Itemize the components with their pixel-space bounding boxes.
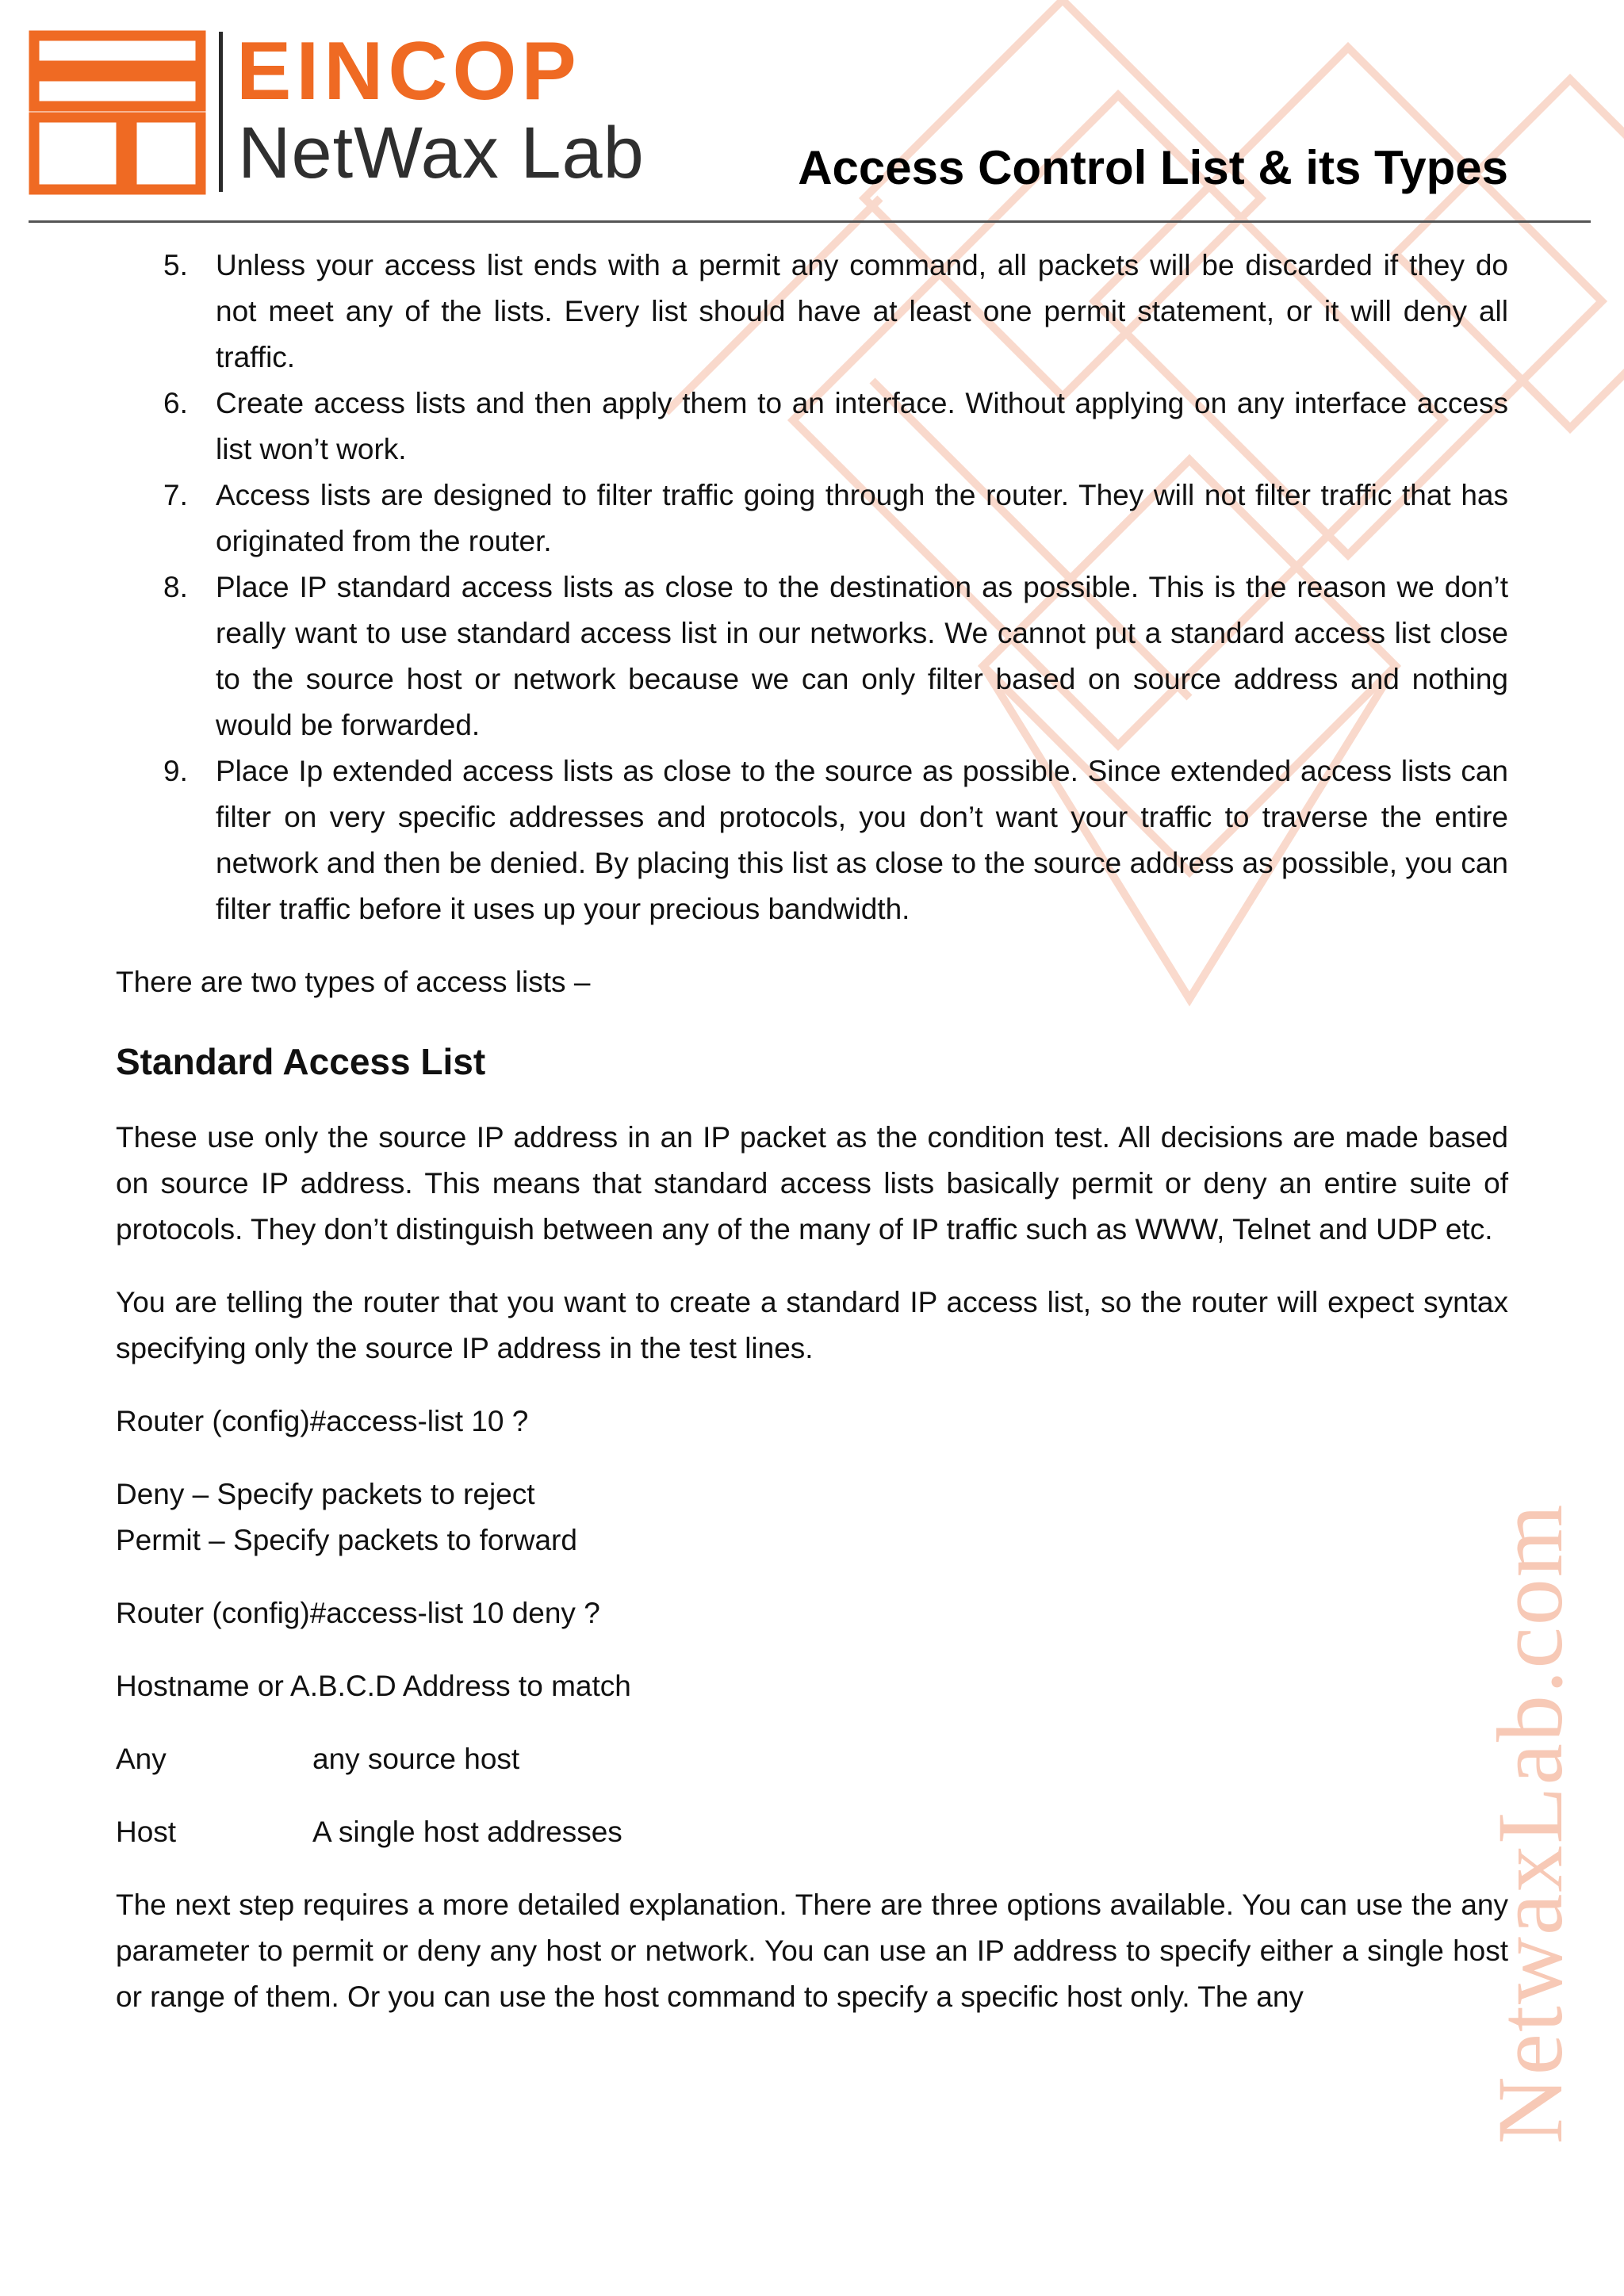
- watermark-text: NetwaxLab.com: [1478, 1502, 1582, 2145]
- deny-option: Deny – Specify packets to reject: [116, 1478, 535, 1510]
- list-item-text: Place IP standard access lists as close to the destination as possible. This is the reason we don’t really want to use standard access list in our networks. We cannot put a standard access list close to the source host or network because we can only filter based on source address and nothing would be forwarded.: [216, 571, 1508, 741]
- header-divider: [29, 220, 1591, 223]
- command-line-1: Router (config)#access-list 10 ?: [116, 1405, 529, 1437]
- list-item: [116, 473, 1508, 564]
- list-item-number: 7.: [163, 479, 188, 511]
- list-item-text: Unless your access list ends with a permit any command, all packets will be discarded if they do not meet any of the lists. Every list should have at least one permit statement, or it will deny all traffic.: [216, 249, 1508, 373]
- list-item: [116, 748, 1508, 932]
- document-body: [116, 243, 1508, 2020]
- option-value: any source host: [312, 1743, 520, 1775]
- list-item-text: Create access lists and then apply them to an interface. Without applying on any interface access list won’t work.: [216, 387, 1508, 465]
- page-title: Access Control List & its Types: [798, 141, 1508, 194]
- section-heading: Standard Access List: [116, 1041, 486, 1082]
- stacked-bars-logo-icon: [29, 30, 206, 195]
- list-item-number: 6.: [163, 387, 188, 419]
- option-key: Host: [116, 1816, 177, 1848]
- intro-text: There are two types of access lists –: [116, 966, 591, 998]
- brand-name-bottom: NetWax Lab: [238, 113, 645, 193]
- rules-list: [116, 243, 1508, 932]
- brand-name-top: EINCOP: [236, 25, 581, 117]
- any-option-row: [116, 1736, 1508, 1782]
- command-line-2: Router (config)#access-list 10 deny ?: [116, 1597, 600, 1629]
- list-item-text: Access lists are designed to filter traffic going through the router. They will not filter traffic that has originated from the router.: [216, 479, 1508, 557]
- list-item-text: Place Ip extended access lists as close to the source as possible. Since extended access lists can filter on very specific addresses and protocols, you don’t want your traffic to traverse the entire network and then be denied. By placing this list as close to the source address as possible, you can filter traffic before it uses up your precious bandwidth.: [216, 755, 1508, 925]
- list-item: [116, 381, 1508, 473]
- paragraph-router-syntax: You are telling the router that you want to create a standard IP access list, so the router will expect syntax specifying only the source IP address in the test lines.: [116, 1286, 1508, 1364]
- paragraph-standard-acl: These use only the source IP address in an IP packet as the condition test. All decisions are made based on source IP address. This means that standard access lists basically permit or deny an entire suite of protocols. They don’t distinguish between any of the many of IP traffic such as WWW, Telnet and UDP etc.: [116, 1121, 1508, 1246]
- list-item-number: 8.: [163, 571, 188, 603]
- paragraph-options: The next step requires a more detailed explanation. There are three options available. You can use the any parameter to permit or deny any host or network. You can use an IP address to specify either a single host or range of them. Or you can use the host command to specify a specific host only. The any: [116, 1888, 1508, 2013]
- option-key: Any: [116, 1743, 167, 1775]
- list-item-number: 5.: [163, 249, 188, 281]
- option-value: A single host addresses: [312, 1816, 622, 1848]
- hostname-option: Hostname or A.B.C.D Address to match: [116, 1670, 631, 1702]
- logo-divider: [219, 32, 223, 192]
- permit-option: Permit – Specify packets to forward: [116, 1524, 577, 1556]
- list-item: [116, 243, 1508, 381]
- host-option-row: [116, 1809, 1508, 1855]
- list-item-number: 9.: [163, 755, 188, 787]
- list-item: [116, 564, 1508, 748]
